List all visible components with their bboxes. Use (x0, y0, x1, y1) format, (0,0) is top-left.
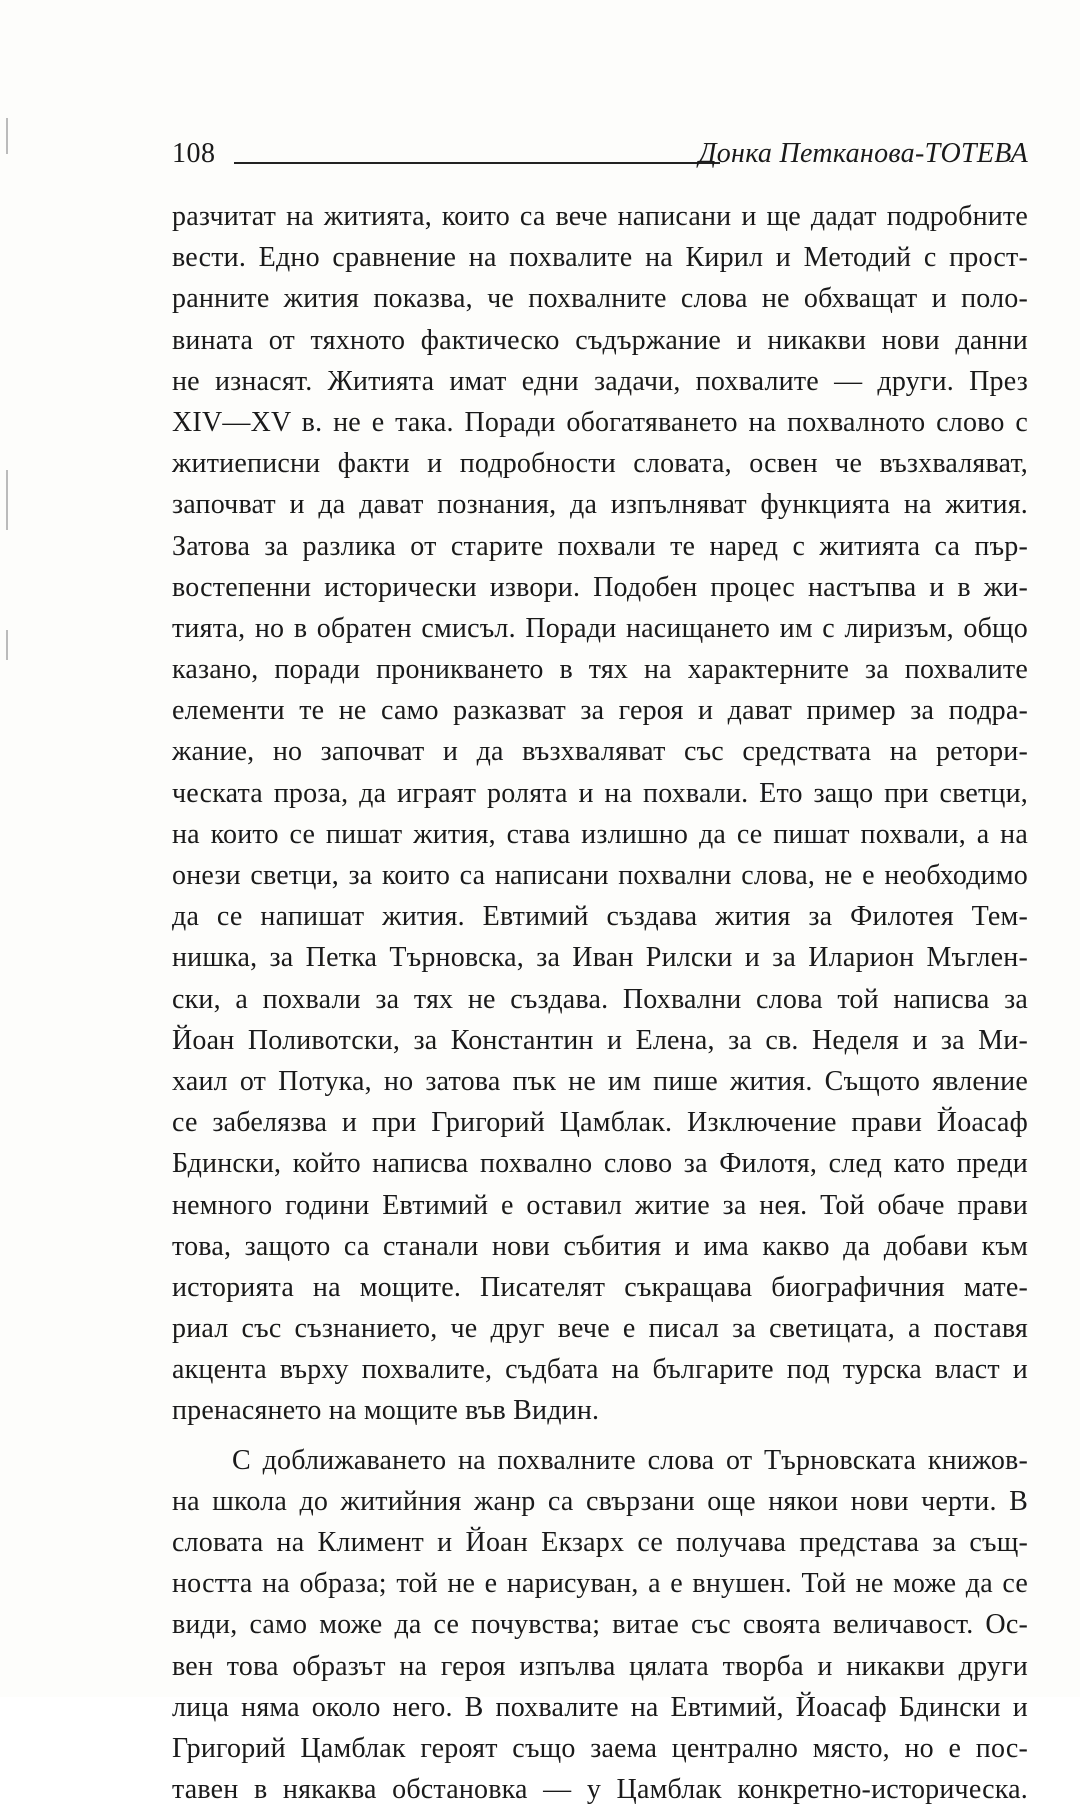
text-line: елементи те не само разказват за героя и дават пример за подра- (172, 695, 1028, 727)
text-line: ранните жития показва, че похвалните слова не обхващат и поло- (172, 283, 1028, 315)
scan-edge-mark (6, 118, 8, 154)
text-line: жание, но започват и да възхваляват със средствата на ретори- (172, 736, 1028, 768)
text-line: не изнасят. Житията имат едни задачи, похвалите — други. През (172, 365, 1028, 397)
scan-edge-mark (6, 630, 8, 660)
body-text (172, 196, 1028, 1810)
text-line: казано, поради проникването в тях на характерните за похвалите (172, 654, 1028, 686)
text-line: ността на образа; той не е нарисуван, а е внушен. Той не може да се (172, 1568, 1028, 1600)
page-header (172, 138, 1028, 178)
page-number: 108 (172, 138, 216, 169)
text-line: на школа до житийния жанр са свързани още някои нови черти. В (172, 1485, 1028, 1517)
text-line: се забелязва и при Григорий Цамблак. Изключение прави Йоасаф (172, 1107, 1028, 1139)
paragraph (172, 1440, 1028, 1810)
text-line: риал със съзнанието, че друг вече е писал за светицата, а поставя (172, 1313, 1028, 1345)
text-line: хаил от Потука, но затова пък не им пише жития. Същото явление (172, 1065, 1028, 1097)
header-rule (234, 162, 720, 164)
text-line: С доближаването на похвалните слова от Търновската книжов- (232, 1444, 1028, 1476)
text-line: востепенни исторически извори. Подобен процес настъпва и в жи- (172, 571, 1028, 603)
scan-edge-mark (6, 470, 8, 530)
paragraph (172, 196, 1028, 1432)
text-line: Бдински, който написва похвално слово за Филотя, след като преди (172, 1148, 1028, 1180)
text-line: житиеписни факти и подробности словата, освен че възхваляват, (172, 448, 1028, 480)
text-line: това, защото са станали нови събития и има какво да добави към (172, 1230, 1028, 1262)
text-line: Йоан Поливотски, за Константин и Елена, за св. Неделя и за Ми- (172, 1024, 1028, 1056)
text-line: разчитат на житията, които са вече написани и ще дадат подробните (172, 201, 1028, 232)
text-line: нишка, за Петка Търновска, за Иван Рилски и за Иларион Мъглен- (172, 942, 1028, 974)
text-line: лица няма около него. В похвалите на Евтимий, Йоасаф Бдински и (172, 1691, 1028, 1723)
text-line: Григорий Цамблак героят също заема централно място, но е пос- (172, 1732, 1028, 1764)
text-line: тавен в някаква обстановка — у Цамблак конкретно-историческа. (172, 1774, 1028, 1806)
text-line: тията, но в обратен смисъл. Поради насищането им с лиризъм, общо (172, 612, 1028, 644)
text-line: словата на Климент и Йоан Екзарх се получава представа за същ- (172, 1527, 1028, 1558)
running-title: Донка Петканова-ТОТЕВА (698, 138, 1028, 169)
text-line: вести. Едно сравнение на похвалите на Кирил и Методий с прост- (172, 242, 1028, 274)
text-line: акцента върху похвалите, съдбата на българите под турска власт и (172, 1354, 1028, 1386)
text-line: немного години Евтимий е оставил житие за нея. Той обаче прави (172, 1189, 1028, 1221)
text-line: вен това образът на героя изпълва цялата творба и никакви други (172, 1650, 1028, 1682)
text-line: види, само може да се почувства; витае със своята величавост. Ос- (172, 1609, 1028, 1641)
text-line: Затова за разлика от старите похвали те наред с житията са пър- (172, 530, 1028, 562)
text-line: XIV—XV в. не е така. Поради обогатяването на похвалното слово с (172, 406, 1028, 438)
text-line: вината от тяхното фактическо съдържание и никакви нови данни (172, 324, 1028, 356)
text-line: ческата проза, да играят ролята и на похвали. Ето защо при светци, (172, 777, 1028, 809)
text-line: ски, а похвали за тях не създава. Похвални слова той написва за (172, 983, 1028, 1015)
text-line: пренасянето на мощите във Видин. (172, 1395, 600, 1427)
text-line: историята на мощите. Писателят съкращава биографичния мате- (172, 1271, 1028, 1303)
text-line: започват и да дават познания, да изпълняват функцията на жития. (172, 489, 1028, 521)
text-line: на които се пишат жития, става излишно да се пишат похвали, а на (172, 818, 1028, 850)
paragraph-gap (172, 1432, 1028, 1440)
text-line: да се напишат жития. Евтимий създава жития за Филотея Тем- (172, 901, 1028, 933)
text-line: онези светци, за които са написани похвални слова, не е необходимо (172, 860, 1028, 891)
